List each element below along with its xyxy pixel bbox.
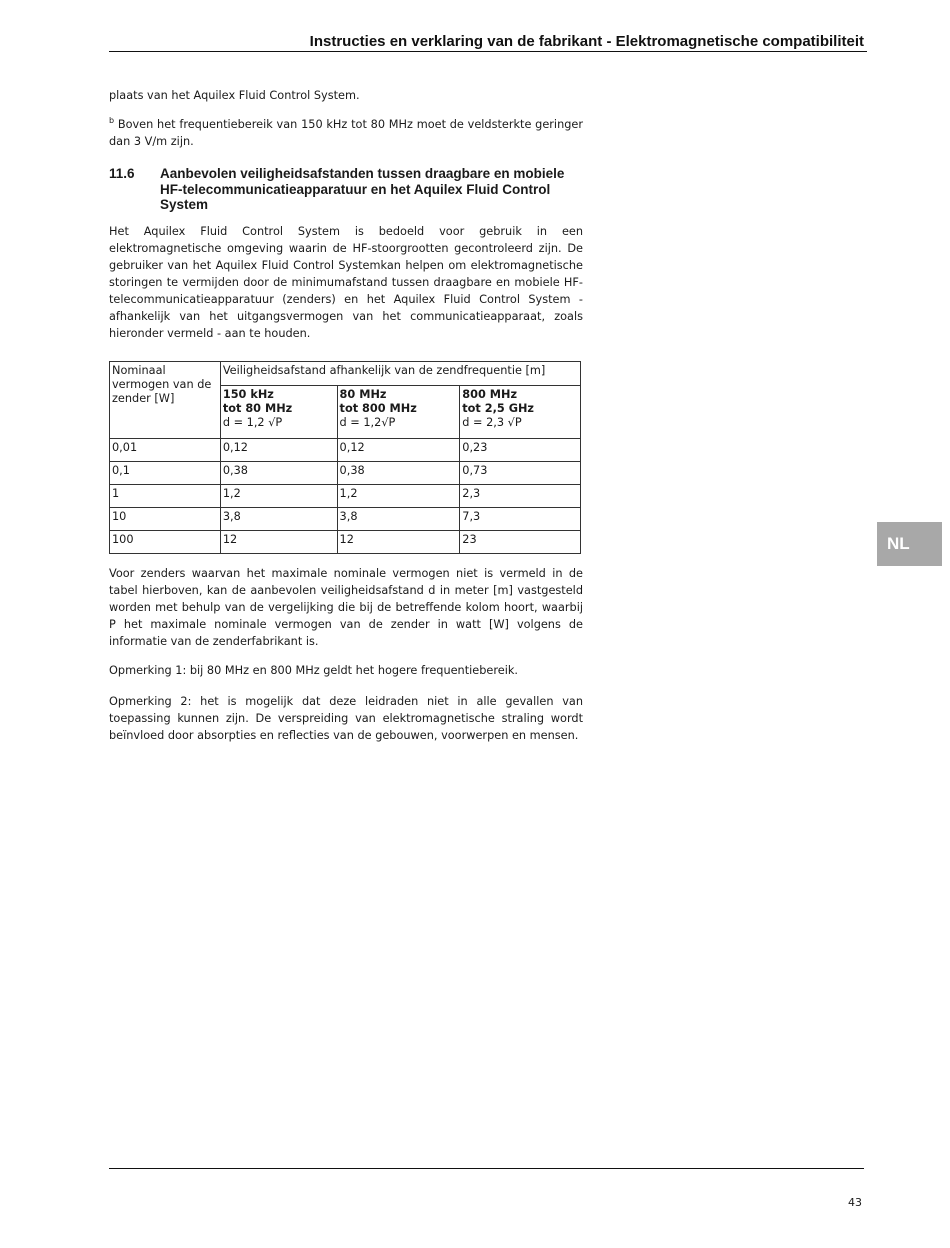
distance-formula: d = 1,2√P: [339, 416, 396, 429]
frequency-range-end: tot 800 MHz: [339, 402, 417, 415]
note-2: Opmerking 2: het is mogelijk dat deze leidraden niet in alle gevallen van toepassing kunnen zijn. De verspreiding van elektromagnetische straling wordt beïnvloed door absorpties en reflecties van de gebouwen, voorwerpen en mensen.: [109, 695, 583, 742]
footnote-text: Boven het frequentiebereik van 150 kHz tot 80 MHz moet de veldsterkte geringer dan 3 V/m zijn.: [109, 118, 583, 148]
table-row: [110, 439, 581, 462]
table-cell-distance: 7,3: [460, 508, 581, 531]
after-table-paragraph: Voor zenders waarvan het maximale nominale vermogen niet is vermeld in de tabel hierboven, kan de aanbevolen veiligheidsafstand d in meter [m] vastgesteld worden met behulp van de vergelijking die bij de betreffende kolom hoort, waarbij P het maximale nominale vermogen van de zender in watt [W] volgens de informatie van de zenderfabrikant is.: [109, 567, 583, 648]
note-1: Opmerking 1: bij 80 MHz en 800 MHz geldt het hogere frequentiebereik.: [109, 664, 518, 677]
table-cell-power: 0,01: [110, 439, 221, 462]
table-cell-distance: 0,23: [460, 439, 581, 462]
table-cell-distance: 3,8: [337, 508, 460, 531]
description-paragraph: Het Aquilex Fluid Control System is bedoeld voor gebruik in een elektromagnetische omgeving waarin de HF-stoorgrootten gecontroleerd zijn. De gebruiker van het Aquilex Fluid Control Systemkan helpen om elektromagnetische storingen te vermijden door de minimumafstand tussen draagbare en mobiele HF-telecommunicatieapparatuur (zenders) en het Aquilex Fluid Control System - afhankelijk van het uitgangsvermogen van het communicatieapparaat, zoals hieronder vermeld - aan te houden.: [109, 225, 583, 340]
table-cell-distance: 0,12: [220, 439, 337, 462]
group-header-cell: Veiligheidsafstand afhankelijk van de zendfrequentie [m]: [220, 362, 580, 386]
table-cell-distance: 2,3: [460, 485, 581, 508]
table-header-row: [110, 362, 581, 386]
table-cell-power: 0,1: [110, 462, 221, 485]
section-title: Aanbevolen veiligheidsafstanden tussen draagbare en mobiele HF-telecommunicatieapparatuur en het Aquilex Fluid Control System: [160, 166, 565, 212]
distance-formula: d = 1,2 √P: [222, 416, 283, 429]
distance-formula: d = 2,3 √P: [462, 416, 522, 429]
header-rule: [109, 51, 867, 52]
intro-line: plaats van het Aquilex Fluid Control System.: [109, 89, 360, 102]
frequency-range-start: 80 MHz: [339, 388, 387, 401]
row-header-cell: Nominaal vermogen van de zender [W]: [110, 362, 221, 439]
table-cell-power: 10: [110, 508, 221, 531]
frequency-range-end: tot 80 MHz: [222, 402, 293, 415]
frequency-column-header: [460, 386, 581, 439]
page-header-title: Instructies en verklaring van de fabrikant - Elektromagnetische compatibiliteit: [309, 33, 864, 50]
language-tab: NL: [877, 522, 942, 566]
footer-rule: [109, 1168, 864, 1169]
table-row: [110, 531, 581, 554]
table-cell-distance: 0,12: [337, 439, 460, 462]
table-cell-distance: 12: [337, 531, 460, 554]
table-cell-distance: 0,73: [460, 462, 581, 485]
table-row: [110, 508, 581, 531]
table-cell-power: 100: [110, 531, 221, 554]
frequency-range-end: tot 2,5 GHz: [462, 402, 535, 415]
table-cell-distance: 23: [460, 531, 581, 554]
section-number: 11.6: [109, 166, 135, 181]
footnote: [109, 116, 583, 150]
safety-distance-table: [109, 361, 581, 554]
frequency-range-start: 150 kHz: [222, 388, 274, 401]
table-cell-distance: 3,8: [220, 508, 337, 531]
frequency-column-header: [337, 386, 460, 439]
frequency-column-header: [220, 386, 337, 439]
table-cell-distance: 1,2: [337, 485, 460, 508]
footnote-marker: b: [109, 116, 115, 126]
frequency-range-start: 800 MHz: [462, 388, 518, 401]
table-row: [110, 485, 581, 508]
table-cell-distance: 0,38: [337, 462, 460, 485]
table-cell-power: 1: [110, 485, 221, 508]
table-cell-distance: 12: [220, 531, 337, 554]
page-number: 43: [848, 1196, 862, 1209]
table-cell-distance: 1,2: [220, 485, 337, 508]
table-row: [110, 462, 581, 485]
section-heading: [109, 166, 589, 213]
table-cell-distance: 0,38: [220, 462, 337, 485]
